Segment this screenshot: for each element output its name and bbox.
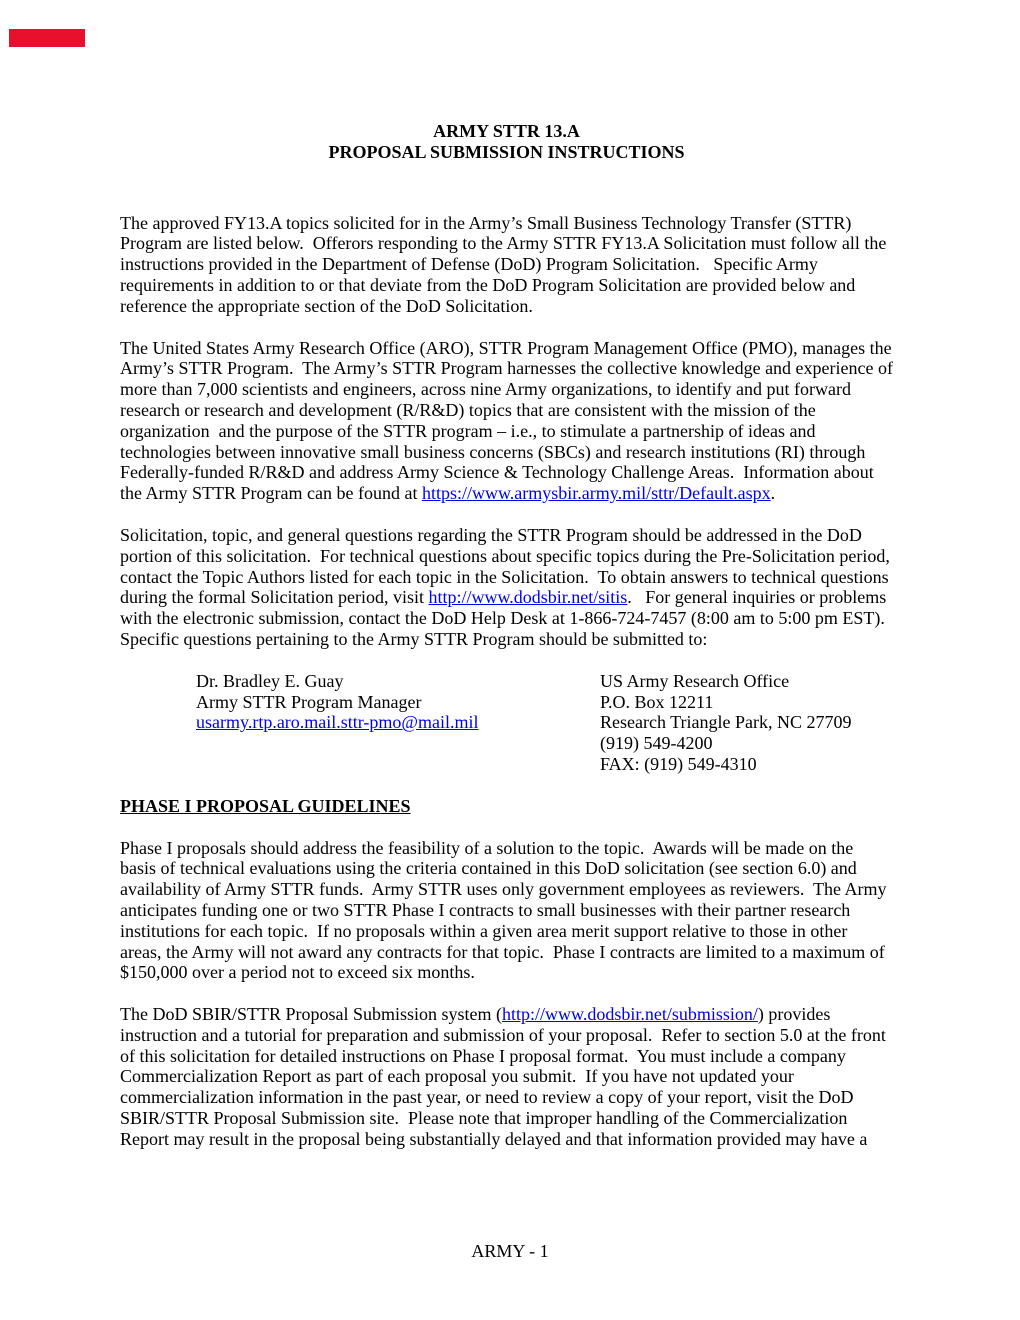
hyperlink[interactable]: https://www.armysbir.army.mil/sttr/Default.aspx <box>421 483 771 504</box>
red-highlight-marker <box>9 29 85 47</box>
paragraph-dod-submission-system: The DoD SBIR/STTR Proposal Submission system (http://www.dodsbir.net/submission/) provides instruction and a tutorial for preparation and submission of your proposal. Refer to section 5.0 at the front of this solicitation for detailed instructions on Phase I proposal format. You must include a company Commercialization Report as part of each proposal you submit. If you have not updated your commercialization information in the past year, or need to review a copy of your report, visit the DoD SBIR/STTR Proposal Submission site. Please note that improper handling of the Commercialization Report may result in the proposal being substantially delayed and that information provided may have a <box>120 1004 891 1149</box>
paragraph-approved-topics: The approved FY13.A topics solicited for in the Army’s Small Business Technology Transfer (STTR) Program are listed below. Offerors responding to the Army STTR FY13.A Solicitation must follow all the instructions provided in the Department of Defense (DoD) Program Solicitation. Specific Army requirements in addition to or that deviate from the DoD Program Solicitation are provided below and reference the appropriate section of the DoD Solicitation. <box>120 212 891 316</box>
section-heading-phase-1-guidelines: PHASE I PROPOSAL GUIDELINES <box>120 795 411 816</box>
contact-line: FAX: (919) 549-4310 <box>600 753 757 774</box>
hyperlink[interactable]: http://www.dodsbir.net/sitis <box>428 587 628 608</box>
contact-line: Dr. Bradley E. Guay <box>196 670 344 691</box>
email-link[interactable]: usarmy.rtp.aro.mail.sttr-pmo@mail.mil <box>196 712 479 733</box>
contact-line: US Army Research Office <box>600 670 790 691</box>
contact-column-person <box>196 671 526 775</box>
document-title-line-1: ARMY STTR 13.A <box>433 121 580 141</box>
contact-line: Army STTR Program Manager <box>196 691 422 712</box>
page-number-footer: ARMY - 1 <box>471 1241 549 1261</box>
contact-block <box>120 671 893 775</box>
contact-column-address <box>600 671 851 775</box>
paragraph-phase1-awards: Phase I proposals should address the feasibility of a solution to the topic. Awards will be made on the basis of technical evaluations using the criteria contained in this DoD solicitation (see section 6.0) and availability of Army STTR funds. Army STTR uses only government employees as reviewers. The Army anticipates funding one or two STTR Phase I contracts to small businesses with their partner research institutions for each topic. If no proposals within a given area merit support relative to those in other areas, the Army will not award any contracts for that topic. Phase I contracts are limited to a maximum of $150,000 over a period not to exceed six months. <box>120 837 892 983</box>
document-title <box>120 0 893 163</box>
paragraph-questions-contacts: Solicitation, topic, and general questions regarding the STTR Program should be addressed in the DoD portion of this solicitation. For technical questions about specific topics during the Pre-Solicitation period, contact the Topic Authors listed for each topic in the Solicitation. To obtain answers to technical questions during the formal Solicitation period, visit http://www.dodsbir.net/sitis. For general inquiries or problems with the electronic submission, contact the DoD Help Desk at 1-866-724-7457 (8:00 am to 5:00 pm EST). Specific questions pertaining to the Army STTR Program should be submitted to: <box>120 524 895 649</box>
contact-line: (919) 549-4200 <box>600 733 713 754</box>
contact-line <box>196 712 526 733</box>
paragraph-aro-pmo: The United States Army Research Office (ARO), STTR Program Management Office (PMO), manages the Army’s STTR Program. The Army’s STTR Program harnesses the collective knowledge and experience of more than 7,000 scientists and engineers, across nine Army organizations, to identify and put forward research or research and development (R/R&D) topics that are consistent with the mission of the organization and the purpose of the STTR program – i.e., to stimulate a partnership of ideas and technologies between innovative small business concerns (SBCs) and research institutions (RI) through Federally-funded R/R&D and address Army Science & Technology Challenge Areas. Information about the Army STTR Program can be found at https://www.armysbir.army.mil/sttr/Default.aspx. <box>120 337 898 504</box>
hyperlink[interactable]: http://www.dodsbir.net/submission/ <box>502 1004 758 1025</box>
contact-line: P.O. Box 12211 <box>600 691 714 712</box>
contact-line: Research Triangle Park, NC 27709 <box>600 712 852 733</box>
document-title-line-2: PROPOSAL SUBMISSION INSTRUCTIONS <box>328 141 685 162</box>
